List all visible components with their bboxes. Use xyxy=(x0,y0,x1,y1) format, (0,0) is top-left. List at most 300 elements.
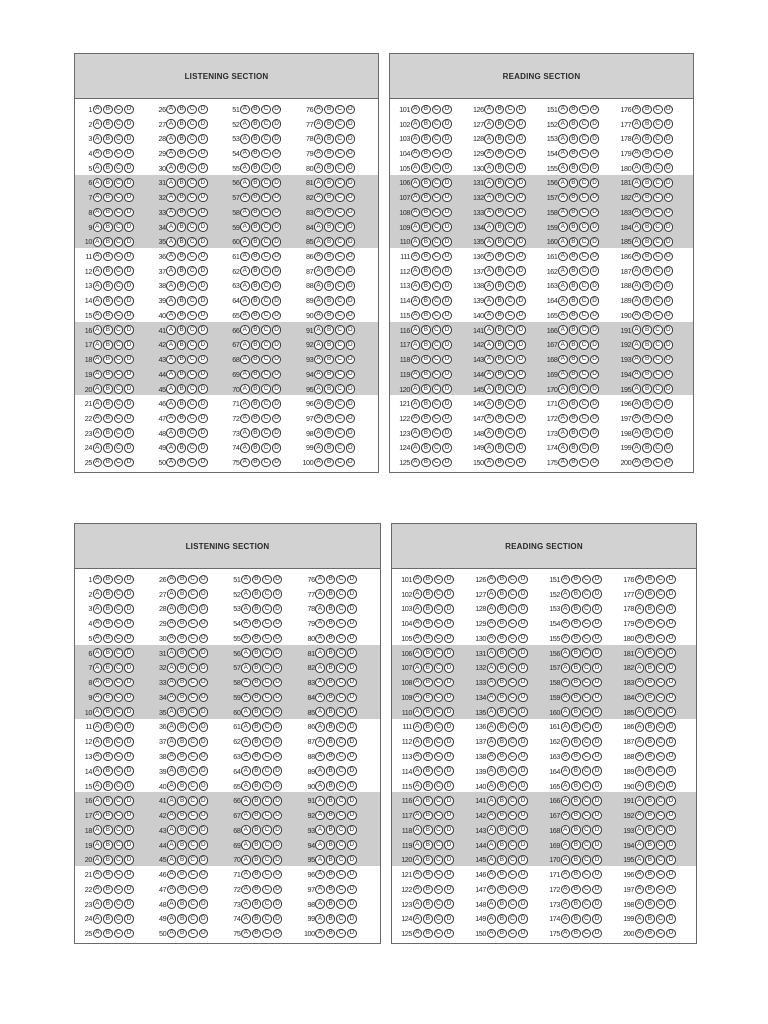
answer-bubble-b[interactable]: B xyxy=(251,443,261,453)
answer-bubble-c[interactable]: C xyxy=(114,281,124,291)
answer-bubble-d[interactable]: D xyxy=(516,105,526,115)
answer-bubble-d[interactable]: D xyxy=(198,252,208,262)
answer-bubble-c[interactable]: C xyxy=(653,193,663,203)
answer-bubble-a[interactable]: A xyxy=(561,781,571,791)
answer-bubble-b[interactable]: B xyxy=(177,105,187,115)
answer-bubble-c[interactable]: C xyxy=(579,252,589,262)
answer-bubble-c[interactable]: C xyxy=(508,811,518,821)
answer-bubble-c[interactable]: C xyxy=(114,428,124,438)
answer-bubble-d[interactable]: D xyxy=(444,737,454,747)
answer-bubble-c[interactable]: C xyxy=(653,237,663,247)
answer-bubble-c[interactable]: C xyxy=(508,899,518,909)
answer-bubble-c[interactable]: C xyxy=(114,914,124,924)
answer-bubble-c[interactable]: C xyxy=(508,870,518,880)
answer-bubble-c[interactable]: C xyxy=(505,443,515,453)
answer-bubble-c[interactable]: C xyxy=(335,281,345,291)
answer-bubble-d[interactable]: D xyxy=(272,134,282,144)
answer-bubble-b[interactable]: B xyxy=(251,325,261,335)
answer-bubble-a[interactable]: A xyxy=(413,752,423,762)
answer-bubble-d[interactable]: D xyxy=(664,355,674,365)
answer-bubble-d[interactable]: D xyxy=(124,678,134,688)
answer-bubble-b[interactable]: B xyxy=(645,914,655,924)
answer-bubble-c[interactable]: C xyxy=(434,811,444,821)
answer-bubble-d[interactable]: D xyxy=(124,428,134,438)
answer-bubble-d[interactable]: D xyxy=(666,825,676,835)
answer-bubble-a[interactable]: A xyxy=(561,752,571,762)
answer-bubble-a[interactable]: A xyxy=(558,208,568,218)
answer-bubble-d[interactable]: D xyxy=(198,163,208,173)
answer-bubble-a[interactable]: A xyxy=(314,252,324,262)
answer-bubble-c[interactable]: C xyxy=(188,604,198,614)
answer-bubble-d[interactable]: D xyxy=(124,634,134,644)
answer-bubble-a[interactable]: A xyxy=(240,340,250,350)
answer-bubble-a[interactable]: A xyxy=(166,296,176,306)
answer-bubble-d[interactable]: D xyxy=(442,178,452,188)
answer-bubble-c[interactable]: C xyxy=(335,311,345,321)
answer-bubble-d[interactable]: D xyxy=(592,914,602,924)
answer-bubble-d[interactable]: D xyxy=(347,885,357,895)
answer-bubble-d[interactable]: D xyxy=(273,693,283,703)
answer-bubble-d[interactable]: D xyxy=(124,707,134,717)
answer-bubble-c[interactable]: C xyxy=(434,899,444,909)
answer-bubble-d[interactable]: D xyxy=(346,237,356,247)
answer-bubble-a[interactable]: A xyxy=(167,722,177,732)
answer-bubble-d[interactable]: D xyxy=(442,119,452,129)
answer-bubble-b[interactable]: B xyxy=(423,663,433,673)
answer-bubble-c[interactable]: C xyxy=(656,825,666,835)
answer-bubble-d[interactable]: D xyxy=(199,766,209,776)
answer-bubble-c[interactable]: C xyxy=(114,193,124,203)
answer-bubble-a[interactable]: A xyxy=(241,619,251,629)
answer-bubble-b[interactable]: B xyxy=(423,929,433,939)
answer-bubble-b[interactable]: B xyxy=(177,899,187,909)
answer-bubble-d[interactable]: D xyxy=(272,149,282,159)
answer-bubble-d[interactable]: D xyxy=(664,163,674,173)
answer-bubble-c[interactable]: C xyxy=(114,619,124,629)
answer-bubble-d[interactable]: D xyxy=(518,589,528,599)
answer-bubble-a[interactable]: A xyxy=(632,178,642,188)
answer-bubble-a[interactable]: A xyxy=(166,163,176,173)
answer-bubble-b[interactable]: B xyxy=(421,414,431,424)
answer-bubble-b[interactable]: B xyxy=(497,619,507,629)
answer-bubble-b[interactable]: B xyxy=(324,311,334,321)
answer-bubble-c[interactable]: C xyxy=(656,811,666,821)
answer-bubble-a[interactable]: A xyxy=(93,443,103,453)
answer-bubble-c[interactable]: C xyxy=(188,825,198,835)
answer-bubble-c[interactable]: C xyxy=(432,266,442,276)
answer-bubble-a[interactable]: A xyxy=(93,193,103,203)
answer-bubble-d[interactable]: D xyxy=(516,355,526,365)
answer-bubble-a[interactable]: A xyxy=(558,296,568,306)
answer-bubble-d[interactable]: D xyxy=(442,163,452,173)
answer-bubble-b[interactable]: B xyxy=(252,752,262,762)
answer-bubble-c[interactable]: C xyxy=(114,355,124,365)
answer-bubble-b[interactable]: B xyxy=(324,163,334,173)
answer-bubble-a[interactable]: A xyxy=(558,428,568,438)
answer-bubble-a[interactable]: A xyxy=(635,929,645,939)
answer-bubble-a[interactable]: A xyxy=(315,899,325,909)
answer-bubble-a[interactable]: A xyxy=(93,914,103,924)
answer-bubble-b[interactable]: B xyxy=(497,575,507,585)
answer-bubble-c[interactable]: C xyxy=(432,443,442,453)
answer-bubble-d[interactable]: D xyxy=(272,163,282,173)
answer-bubble-d[interactable]: D xyxy=(347,781,357,791)
answer-bubble-d[interactable]: D xyxy=(590,458,600,468)
answer-bubble-a[interactable]: A xyxy=(315,929,325,939)
answer-bubble-b[interactable]: B xyxy=(642,134,652,144)
answer-bubble-d[interactable]: D xyxy=(347,855,357,865)
answer-bubble-b[interactable]: B xyxy=(423,722,433,732)
answer-bubble-a[interactable]: A xyxy=(93,370,103,380)
answer-bubble-a[interactable]: A xyxy=(632,340,642,350)
answer-bubble-b[interactable]: B xyxy=(642,311,652,321)
answer-bubble-b[interactable]: B xyxy=(497,648,507,658)
answer-bubble-a[interactable]: A xyxy=(93,222,103,232)
answer-bubble-c[interactable]: C xyxy=(188,752,198,762)
answer-bubble-d[interactable]: D xyxy=(666,648,676,658)
answer-bubble-a[interactable]: A xyxy=(411,252,421,262)
answer-bubble-c[interactable]: C xyxy=(582,707,592,717)
answer-bubble-a[interactable]: A xyxy=(167,855,177,865)
answer-bubble-d[interactable]: D xyxy=(666,855,676,865)
answer-bubble-a[interactable]: A xyxy=(166,208,176,218)
answer-bubble-c[interactable]: C xyxy=(188,870,198,880)
answer-bubble-b[interactable]: B xyxy=(495,222,505,232)
answer-bubble-d[interactable]: D xyxy=(516,178,526,188)
answer-bubble-b[interactable]: B xyxy=(103,575,113,585)
answer-bubble-c[interactable]: C xyxy=(188,678,198,688)
answer-bubble-b[interactable]: B xyxy=(645,811,655,821)
answer-bubble-b[interactable]: B xyxy=(177,222,187,232)
answer-bubble-b[interactable]: B xyxy=(571,855,581,865)
answer-bubble-a[interactable]: A xyxy=(413,766,423,776)
answer-bubble-c[interactable]: C xyxy=(579,149,589,159)
answer-bubble-d[interactable]: D xyxy=(124,648,134,658)
answer-bubble-a[interactable]: A xyxy=(484,281,494,291)
answer-bubble-b[interactable]: B xyxy=(495,340,505,350)
answer-bubble-c[interactable]: C xyxy=(579,399,589,409)
answer-bubble-a[interactable]: A xyxy=(166,252,176,262)
answer-bubble-a[interactable]: A xyxy=(240,134,250,144)
answer-bubble-c[interactable]: C xyxy=(188,914,198,924)
answer-bubble-c[interactable]: C xyxy=(434,781,444,791)
answer-bubble-d[interactable]: D xyxy=(272,266,282,276)
answer-bubble-d[interactable]: D xyxy=(666,811,676,821)
answer-bubble-c[interactable]: C xyxy=(114,678,124,688)
answer-bubble-a[interactable]: A xyxy=(413,811,423,821)
answer-bubble-d[interactable]: D xyxy=(590,105,600,115)
answer-bubble-c[interactable]: C xyxy=(114,693,124,703)
answer-bubble-d[interactable]: D xyxy=(198,266,208,276)
answer-bubble-a[interactable]: A xyxy=(93,575,103,585)
answer-bubble-a[interactable]: A xyxy=(487,678,497,688)
answer-bubble-a[interactable]: A xyxy=(167,929,177,939)
answer-bubble-b[interactable]: B xyxy=(642,208,652,218)
answer-bubble-c[interactable]: C xyxy=(508,914,518,924)
answer-bubble-b[interactable]: B xyxy=(642,252,652,262)
answer-bubble-d[interactable]: D xyxy=(273,840,283,850)
answer-bubble-d[interactable]: D xyxy=(346,428,356,438)
answer-bubble-d[interactable]: D xyxy=(347,722,357,732)
answer-bubble-d[interactable]: D xyxy=(664,340,674,350)
answer-bubble-c[interactable]: C xyxy=(114,885,124,895)
answer-bubble-b[interactable]: B xyxy=(645,589,655,599)
answer-bubble-c[interactable]: C xyxy=(579,414,589,424)
answer-bubble-a[interactable]: A xyxy=(241,707,251,717)
answer-bubble-c[interactable]: C xyxy=(505,149,515,159)
answer-bubble-a[interactable]: A xyxy=(314,208,324,218)
answer-bubble-b[interactable]: B xyxy=(177,604,187,614)
answer-bubble-a[interactable]: A xyxy=(240,105,250,115)
answer-bubble-d[interactable]: D xyxy=(442,443,452,453)
answer-bubble-b[interactable]: B xyxy=(252,870,262,880)
answer-bubble-d[interactable]: D xyxy=(347,752,357,762)
answer-bubble-b[interactable]: B xyxy=(251,105,261,115)
answer-bubble-c[interactable]: C xyxy=(114,752,124,762)
answer-bubble-c[interactable]: C xyxy=(261,237,271,247)
answer-bubble-b[interactable]: B xyxy=(569,428,579,438)
answer-bubble-a[interactable]: A xyxy=(411,134,421,144)
answer-bubble-d[interactable]: D xyxy=(347,663,357,673)
answer-bubble-c[interactable]: C xyxy=(188,722,198,732)
answer-bubble-d[interactable]: D xyxy=(347,870,357,880)
answer-bubble-a[interactable]: A xyxy=(413,663,423,673)
answer-bubble-b[interactable]: B xyxy=(569,311,579,321)
answer-bubble-b[interactable]: B xyxy=(571,840,581,850)
answer-bubble-d[interactable]: D xyxy=(347,929,357,939)
answer-bubble-b[interactable]: B xyxy=(495,428,505,438)
answer-bubble-b[interactable]: B xyxy=(324,208,334,218)
answer-bubble-c[interactable]: C xyxy=(656,722,666,732)
answer-bubble-c[interactable]: C xyxy=(261,311,271,321)
answer-bubble-d[interactable]: D xyxy=(442,355,452,365)
answer-bubble-a[interactable]: A xyxy=(93,604,103,614)
answer-bubble-a[interactable]: A xyxy=(315,693,325,703)
answer-bubble-b[interactable]: B xyxy=(645,766,655,776)
answer-bubble-d[interactable]: D xyxy=(199,914,209,924)
answer-bubble-a[interactable]: A xyxy=(411,119,421,129)
answer-bubble-b[interactable]: B xyxy=(421,428,431,438)
answer-bubble-a[interactable]: A xyxy=(632,208,642,218)
answer-bubble-b[interactable]: B xyxy=(177,237,187,247)
answer-bubble-d[interactable]: D xyxy=(444,796,454,806)
answer-bubble-b[interactable]: B xyxy=(177,825,187,835)
answer-bubble-a[interactable]: A xyxy=(314,105,324,115)
answer-bubble-b[interactable]: B xyxy=(103,443,113,453)
answer-bubble-c[interactable]: C xyxy=(188,693,198,703)
answer-bubble-d[interactable]: D xyxy=(664,325,674,335)
answer-bubble-d[interactable]: D xyxy=(124,178,134,188)
answer-bubble-d[interactable]: D xyxy=(347,648,357,658)
answer-bubble-d[interactable]: D xyxy=(273,899,283,909)
answer-bubble-b[interactable]: B xyxy=(103,766,113,776)
answer-bubble-b[interactable]: B xyxy=(495,311,505,321)
answer-bubble-a[interactable]: A xyxy=(93,237,103,247)
answer-bubble-d[interactable]: D xyxy=(518,693,528,703)
answer-bubble-b[interactable]: B xyxy=(103,752,113,762)
answer-bubble-b[interactable]: B xyxy=(569,252,579,262)
answer-bubble-d[interactable]: D xyxy=(444,604,454,614)
answer-bubble-c[interactable]: C xyxy=(579,208,589,218)
answer-bubble-c[interactable]: C xyxy=(114,634,124,644)
answer-bubble-b[interactable]: B xyxy=(497,825,507,835)
answer-bubble-a[interactable]: A xyxy=(314,340,324,350)
answer-bubble-b[interactable]: B xyxy=(103,237,113,247)
answer-bubble-d[interactable]: D xyxy=(516,163,526,173)
answer-bubble-a[interactable]: A xyxy=(632,281,642,291)
answer-bubble-c[interactable]: C xyxy=(582,648,592,658)
answer-bubble-c[interactable]: C xyxy=(582,825,592,835)
answer-bubble-b[interactable]: B xyxy=(326,811,336,821)
answer-bubble-d[interactable]: D xyxy=(273,825,283,835)
answer-bubble-c[interactable]: C xyxy=(505,355,515,365)
answer-bubble-b[interactable]: B xyxy=(177,575,187,585)
answer-bubble-c[interactable]: C xyxy=(432,370,442,380)
answer-bubble-c[interactable]: C xyxy=(187,193,197,203)
answer-bubble-d[interactable]: D xyxy=(590,208,600,218)
answer-bubble-d[interactable]: D xyxy=(272,208,282,218)
answer-bubble-d[interactable]: D xyxy=(124,752,134,762)
answer-bubble-c[interactable]: C xyxy=(262,929,272,939)
answer-bubble-c[interactable]: C xyxy=(261,414,271,424)
answer-bubble-d[interactable]: D xyxy=(666,781,676,791)
answer-bubble-d[interactable]: D xyxy=(518,634,528,644)
answer-bubble-d[interactable]: D xyxy=(666,678,676,688)
answer-bubble-b[interactable]: B xyxy=(423,678,433,688)
answer-bubble-b[interactable]: B xyxy=(103,707,113,717)
answer-bubble-d[interactable]: D xyxy=(444,752,454,762)
answer-bubble-b[interactable]: B xyxy=(423,781,433,791)
answer-bubble-c[interactable]: C xyxy=(432,340,442,350)
answer-bubble-b[interactable]: B xyxy=(571,678,581,688)
answer-bubble-b[interactable]: B xyxy=(642,266,652,276)
answer-bubble-c[interactable]: C xyxy=(505,281,515,291)
answer-bubble-c[interactable]: C xyxy=(432,119,442,129)
answer-bubble-b[interactable]: B xyxy=(495,193,505,203)
answer-bubble-a[interactable]: A xyxy=(487,575,497,585)
answer-bubble-c[interactable]: C xyxy=(508,796,518,806)
answer-bubble-d[interactable]: D xyxy=(198,443,208,453)
answer-bubble-d[interactable]: D xyxy=(442,384,452,394)
answer-bubble-c[interactable]: C xyxy=(653,296,663,306)
answer-bubble-c[interactable]: C xyxy=(261,370,271,380)
answer-bubble-a[interactable]: A xyxy=(93,355,103,365)
answer-bubble-b[interactable]: B xyxy=(326,663,336,673)
answer-bubble-d[interactable]: D xyxy=(273,604,283,614)
answer-bubble-d[interactable]: D xyxy=(347,634,357,644)
answer-bubble-b[interactable]: B xyxy=(324,384,334,394)
answer-bubble-a[interactable]: A xyxy=(635,604,645,614)
answer-bubble-d[interactable]: D xyxy=(347,811,357,821)
answer-bubble-d[interactable]: D xyxy=(444,722,454,732)
answer-bubble-c[interactable]: C xyxy=(505,384,515,394)
answer-bubble-d[interactable]: D xyxy=(272,325,282,335)
answer-bubble-a[interactable]: A xyxy=(484,399,494,409)
answer-bubble-b[interactable]: B xyxy=(495,149,505,159)
answer-bubble-b[interactable]: B xyxy=(571,752,581,762)
answer-bubble-b[interactable]: B xyxy=(251,178,261,188)
answer-bubble-a[interactable]: A xyxy=(558,237,568,247)
answer-bubble-a[interactable]: A xyxy=(93,266,103,276)
answer-bubble-c[interactable]: C xyxy=(114,325,124,335)
answer-bubble-a[interactable]: A xyxy=(487,885,497,895)
answer-bubble-b[interactable]: B xyxy=(251,296,261,306)
answer-bubble-d[interactable]: D xyxy=(124,929,134,939)
answer-bubble-b[interactable]: B xyxy=(497,722,507,732)
answer-bubble-c[interactable]: C xyxy=(262,796,272,806)
answer-bubble-d[interactable]: D xyxy=(590,163,600,173)
answer-bubble-a[interactable]: A xyxy=(314,370,324,380)
answer-bubble-a[interactable]: A xyxy=(484,311,494,321)
answer-bubble-d[interactable]: D xyxy=(273,766,283,776)
answer-bubble-a[interactable]: A xyxy=(315,604,325,614)
answer-bubble-b[interactable]: B xyxy=(251,414,261,424)
answer-bubble-c[interactable]: C xyxy=(656,619,666,629)
answer-bubble-a[interactable]: A xyxy=(487,737,497,747)
answer-bubble-b[interactable]: B xyxy=(103,619,113,629)
answer-bubble-a[interactable]: A xyxy=(558,252,568,262)
answer-bubble-c[interactable]: C xyxy=(335,134,345,144)
answer-bubble-b[interactable]: B xyxy=(495,414,505,424)
answer-bubble-b[interactable]: B xyxy=(571,929,581,939)
answer-bubble-d[interactable]: D xyxy=(518,766,528,776)
answer-bubble-a[interactable]: A xyxy=(413,914,423,924)
answer-bubble-c[interactable]: C xyxy=(505,134,515,144)
answer-bubble-c[interactable]: C xyxy=(261,149,271,159)
answer-bubble-a[interactable]: A xyxy=(635,840,645,850)
answer-bubble-a[interactable]: A xyxy=(167,737,177,747)
answer-bubble-d[interactable]: D xyxy=(518,663,528,673)
answer-bubble-b[interactable]: B xyxy=(324,443,334,453)
answer-bubble-b[interactable]: B xyxy=(421,311,431,321)
answer-bubble-a[interactable]: A xyxy=(314,119,324,129)
answer-bubble-c[interactable]: C xyxy=(188,648,198,658)
answer-bubble-c[interactable]: C xyxy=(434,589,444,599)
answer-bubble-a[interactable]: A xyxy=(635,885,645,895)
answer-bubble-a[interactable]: A xyxy=(561,589,571,599)
answer-bubble-c[interactable]: C xyxy=(336,929,346,939)
answer-bubble-b[interactable]: B xyxy=(495,237,505,247)
answer-bubble-c[interactable]: C xyxy=(114,163,124,173)
answer-bubble-c[interactable]: C xyxy=(262,752,272,762)
answer-bubble-d[interactable]: D xyxy=(124,222,134,232)
answer-bubble-c[interactable]: C xyxy=(262,619,272,629)
answer-bubble-c[interactable]: C xyxy=(114,252,124,262)
answer-bubble-c[interactable]: C xyxy=(187,384,197,394)
answer-bubble-b[interactable]: B xyxy=(642,222,652,232)
answer-bubble-b[interactable]: B xyxy=(103,663,113,673)
answer-bubble-a[interactable]: A xyxy=(561,604,571,614)
answer-bubble-c[interactable]: C xyxy=(262,678,272,688)
answer-bubble-c[interactable]: C xyxy=(188,589,198,599)
answer-bubble-b[interactable]: B xyxy=(642,443,652,453)
answer-bubble-d[interactable]: D xyxy=(273,707,283,717)
answer-bubble-a[interactable]: A xyxy=(487,796,497,806)
answer-bubble-c[interactable]: C xyxy=(432,163,442,173)
answer-bubble-b[interactable]: B xyxy=(326,781,336,791)
answer-bubble-a[interactable]: A xyxy=(167,766,177,776)
answer-bubble-a[interactable]: A xyxy=(413,899,423,909)
answer-bubble-d[interactable]: D xyxy=(442,414,452,424)
answer-bubble-c[interactable]: C xyxy=(432,281,442,291)
answer-bubble-d[interactable]: D xyxy=(346,458,356,468)
answer-bubble-c[interactable]: C xyxy=(335,237,345,247)
answer-bubble-a[interactable]: A xyxy=(487,693,497,703)
answer-bubble-a[interactable]: A xyxy=(487,604,497,614)
answer-bubble-b[interactable]: B xyxy=(177,678,187,688)
answer-bubble-d[interactable]: D xyxy=(124,589,134,599)
answer-bubble-b[interactable]: B xyxy=(423,619,433,629)
